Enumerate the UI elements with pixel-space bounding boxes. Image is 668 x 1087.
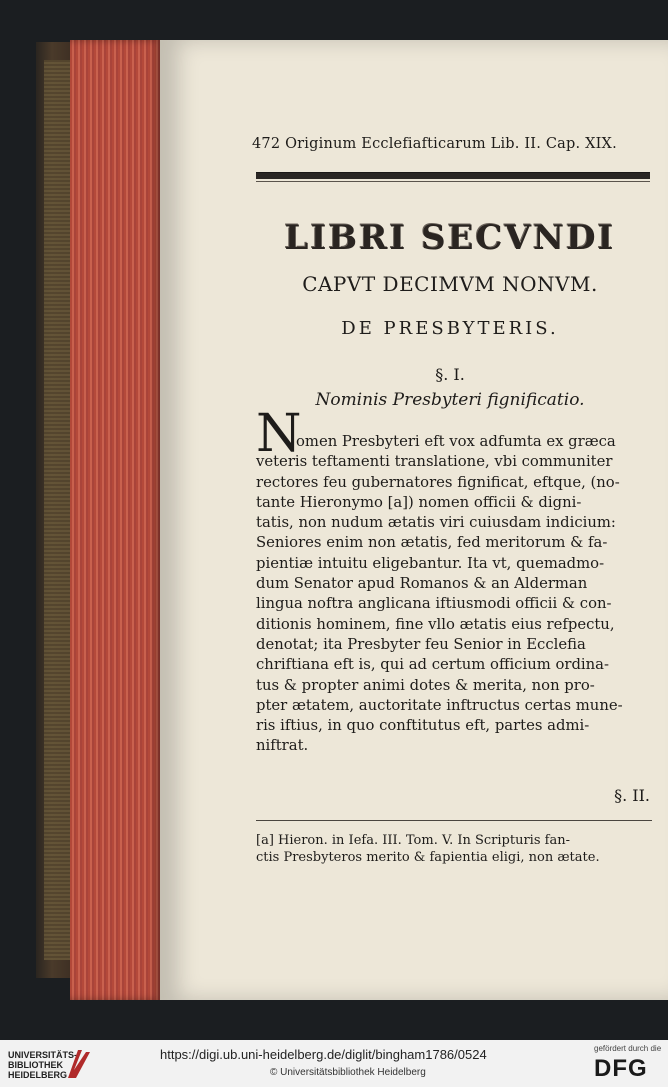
section-title: Nominis Presbyteri fignificatio.	[315, 390, 585, 410]
dfg-logo[interactable]: DFG	[594, 1055, 648, 1082]
body-line: veteris teftamenti translatione, vbi communiter	[256, 453, 613, 471]
section-number-1: §. I.	[435, 365, 465, 384]
head-rule-thick	[256, 172, 650, 179]
logo-line: BIBLIOTHEK	[8, 1060, 63, 1070]
footnote-line: ctis Presbyteros merito & fapientia eligi, non ætate.	[256, 850, 600, 865]
body-line: omen Presbyteri eft vox adfumta ex græca	[296, 433, 616, 450]
viewer-footer	[0, 1040, 668, 1087]
body-line: dum Senator apud Romanos & an Alderman	[256, 575, 588, 593]
funding-note: gefördert durch die	[594, 1044, 662, 1053]
section-number-2: §. II.	[614, 786, 650, 805]
body-line: tus & propter animi dotes & merita, non pro-	[256, 676, 595, 694]
body-line: chriftiana eft is, qui ad certum officium ordina-	[256, 656, 610, 674]
body-line: pientiæ intuitu eligebantur. Ita vt, quemadmo-	[256, 554, 605, 572]
body-line: niftrat.	[256, 737, 309, 755]
footnote	[256, 832, 656, 866]
body-line: lingua noftra anglicana iftiusmodi officii & con-	[256, 595, 612, 613]
footnote-rule	[256, 820, 652, 821]
body-line: Seniores enim non ætatis, fed meritorum & fa-	[256, 534, 608, 552]
drop-cap: N	[256, 404, 302, 464]
body-line: ris iftius, in quo conftitutus eft, partes admi-	[256, 717, 590, 735]
body-line: ditionis hominem, fine vllo ætatis eius refpectu,	[256, 615, 615, 633]
body-line: tatis, non nudum ætatis viri cuiusdam indicium:	[256, 514, 616, 532]
body-line: denotat; ita Presbyter feu Senior in Ecclefia	[256, 635, 586, 653]
body-text	[256, 432, 654, 757]
permalink-url[interactable]: https://digi.ub.uni-heidelberg.de/diglit/bingham1786/0524	[160, 1047, 487, 1062]
red-page-edges	[70, 40, 162, 1000]
chapter-heading: DE PRESBYTERIS.	[341, 318, 559, 339]
logo-line: HEIDELBERG	[8, 1070, 68, 1080]
body-line: pter ætatem, auctoritate inftructus certas mune-	[256, 696, 623, 714]
copyright-notice: © Universitätsbibliothek Heidelberg	[270, 1067, 426, 1078]
body-line: rectores feu gubernatores fignificat, eftque, (no-	[256, 473, 620, 491]
book-page	[160, 40, 668, 1000]
head-rule-thin	[256, 181, 650, 182]
library-logo-icon	[66, 1046, 92, 1080]
footnote-line: [a] Hieron. in Iefa. III. Tom. V. In Scripturis fan-	[256, 833, 570, 848]
body-line: tante Hieronymo [a]) nomen officii & digni-	[256, 493, 582, 511]
logo-line: UNIVERSITÄTS-	[8, 1050, 78, 1060]
running-head: 472 Originum Ecclefiafticarum Lib. II. Cap. XIX.	[252, 136, 617, 152]
chapter-title: LIBRI SECVNDI	[284, 218, 616, 258]
chapter-subtitle: CAPVT DECIMVM NONVM.	[302, 272, 598, 296]
